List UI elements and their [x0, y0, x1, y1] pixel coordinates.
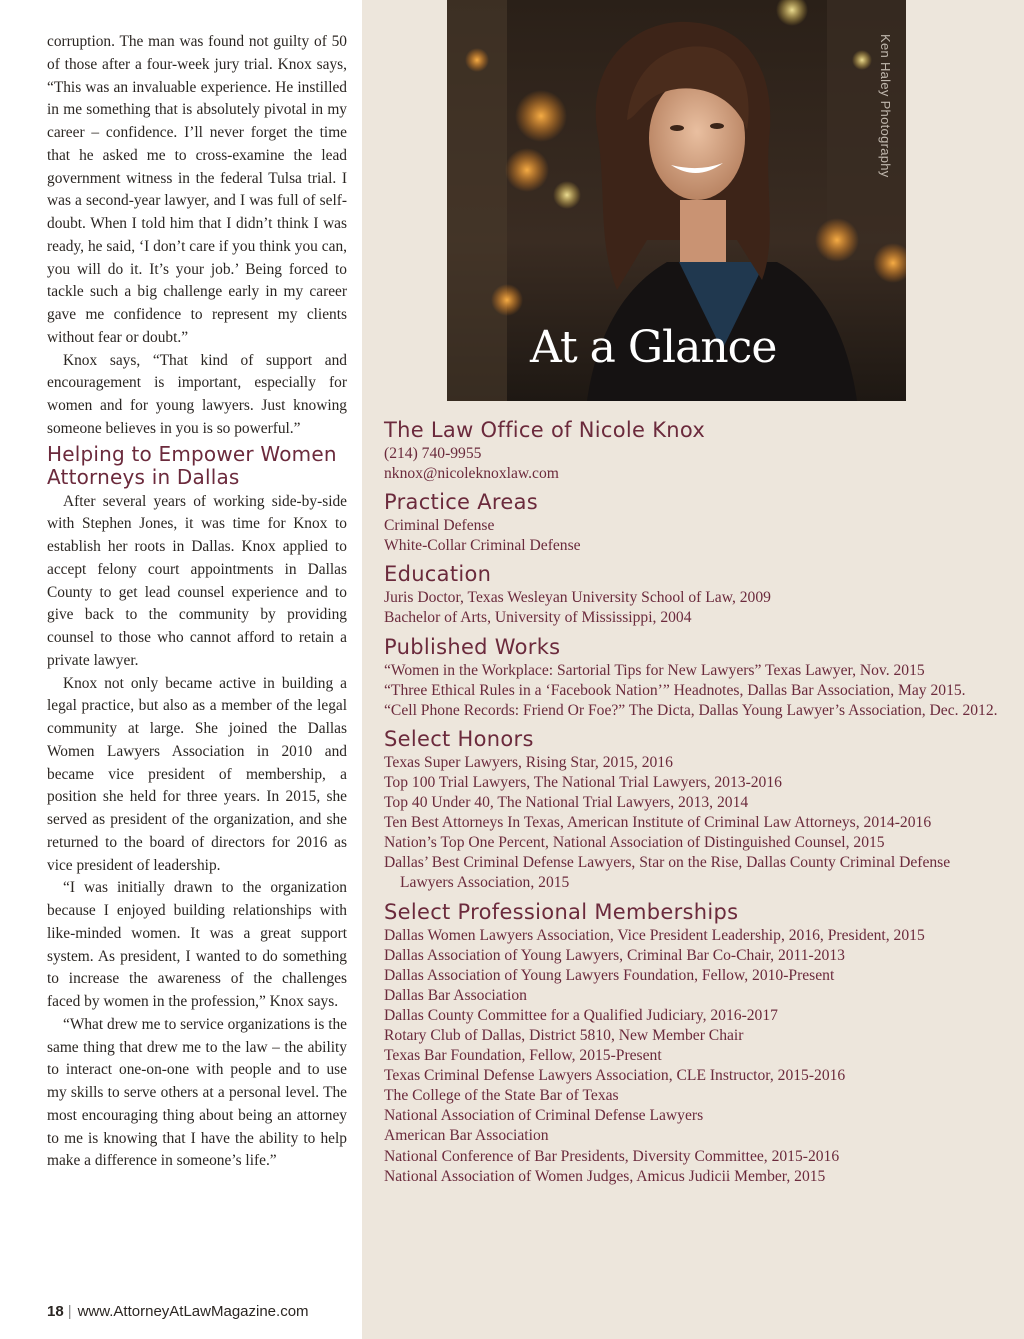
select-honors-section	[384, 725, 1004, 894]
footer-separator: |	[67, 1303, 72, 1320]
list-item: White-Collar Criminal Defense	[384, 537, 581, 555]
portrait-photo	[447, 0, 906, 401]
section-heading: Practice Areas	[384, 490, 539, 515]
article-body	[47, 31, 347, 1173]
list-item: National Conference of Bar Presidents, Diversity Committee, 2015-2016	[384, 1147, 840, 1165]
practice-areas-section	[384, 488, 1004, 556]
attorney-profile	[384, 416, 1004, 1191]
list-item: Dallas County Committee for a Qualified Judiciary, 2016-2017	[384, 1006, 778, 1024]
section-heading: Select Professional Memberships	[384, 899, 739, 924]
list-item: Dallas’ Best Criminal Defense Lawyers, Star on the Rise, Dallas County Criminal Defense Lawyers Association, 2015	[384, 854, 951, 892]
section-heading: Education	[384, 562, 492, 587]
list-item: Nation’s Top One Percent, National Association of Distinguished Counsel, 2015	[384, 834, 885, 852]
page-footer	[47, 1303, 309, 1320]
article-subheading: Helping to Empower Women Attorneys in Dallas	[47, 441, 337, 489]
list-item: “Women in the Workplace: Sartorial Tips for New Lawyers” Texas Lawyer, Nov. 2015	[384, 661, 925, 679]
firm-phone: (214) 740-9955	[384, 445, 482, 462]
firm-contact	[384, 416, 1004, 484]
article-paragraph: “What drew me to service organizations is the same thing that drew me to the law – the ability to interact one-on-one with people and to use my skills to serve others at a personal level. The most encouraging thing about being an attorney to me is knowing that I have the ability to help make a difference in someone’s life.”	[47, 1015, 347, 1170]
list-item: Texas Criminal Defense Lawyers Association, CLE Instructor, 2015-2016	[384, 1067, 846, 1085]
article-paragraph: Knox not only became active in building a legal practice, but also as a member of the legal community at large. She joined the Dallas Women Lawyers Association in 2010 and became vice president of membership, a position she held for three years. In 2015, she served as president of the organization, and she returned to the board of directors for 2016 as vice president of leadership.	[47, 674, 347, 874]
list-item: Criminal Defense	[384, 517, 495, 535]
list-item: “Three Ethical Rules in a ‘Facebook Nation’” Headnotes, Dallas Bar Association, May 2015.	[384, 681, 966, 699]
section-heading: Published Works	[384, 634, 561, 659]
list-item: Top 100 Trial Lawyers, The National Trial Lawyers, 2013-2016	[384, 773, 782, 791]
list-item: Dallas Association of Young Lawyers Foundation, Fellow, 2010-Present	[384, 966, 835, 984]
list-item: American Bar Association	[384, 1127, 549, 1145]
list-item: Dallas Women Lawyers Association, Vice President Leadership, 2016, President, 2015	[384, 926, 925, 944]
photo-credit: Ken Haley Photography	[878, 34, 893, 178]
list-item: Rotary Club of Dallas, District 5810, New Member Chair	[384, 1026, 744, 1044]
list-item: Texas Super Lawyers, Rising Star, 2015, 2016	[384, 753, 673, 771]
section-heading: Select Honors	[384, 726, 534, 751]
list-item: The College of the State Bar of Texas	[384, 1087, 619, 1105]
article-paragraph: “I was initially drawn to the organization because I enjoyed building relationships with like-minded women. It was a great support system. As president, I wanted to do something to increase the awareness of the challenges faced by women in the profession,” Knox says.	[47, 879, 347, 1010]
list-item: Texas Bar Foundation, Fellow, 2015-Present	[384, 1047, 662, 1065]
published-works-section	[384, 633, 1004, 721]
magazine-url: www.AttorneyAtLawMagazine.com	[77, 1303, 309, 1320]
list-item: “Cell Phone Records: Friend Or Foe?” The Dicta, Dallas Young Lawyer’s Association, Dec. 2012.	[384, 701, 998, 719]
page-number: 18	[47, 1303, 64, 1320]
firm-email: nknox@nicoleknoxlaw.com	[384, 465, 559, 483]
list-item: National Association of Women Judges, Amicus Judicii Member, 2015	[384, 1167, 826, 1185]
list-item: Top 40 Under 40, The National Trial Lawyers, 2013, 2014	[384, 794, 749, 812]
at-a-glance-title: At a Glance	[530, 322, 777, 373]
article-paragraph: After several years of working side-by-side with Stephen Jones, it was time for Knox to establish her roots in Dallas. Knox applied to accept felony court appointments in Dallas County to get lead counsel experience and to give back to the community by providing counsel to those who cannot afford to retain a private lawyer.	[47, 492, 347, 669]
article-column	[0, 0, 362, 1339]
list-item: National Association of Criminal Defense Lawyers	[384, 1107, 704, 1125]
article-paragraph: corruption. The man was found not guilty of 50 of those after a four-week jury trial. Knox says, “This was an invaluable experience. He instilled in me something that is absolutely pivotal in my career – confidence. I’ll never forget the time that he asked me to cross-examine the lead government witness in the federal Tulsa trial. I was a second-year lawyer, and I was full of self-doubt. When I told him that I didn’t think I was ready, he said, ‘I don’t care if you think you can, you will do it. It’s your job.’ Being forced to tackle such a big challenge early in my career gave me confidence to represent my clients without fear or doubt.”	[47, 33, 347, 346]
list-item: Ten Best Attorneys In Texas, American Institute of Criminal Law Attorneys, 2014-2016	[384, 814, 932, 832]
list-item: Juris Doctor, Texas Wesleyan University School of Law, 2009	[384, 589, 771, 607]
list-item: Dallas Association of Young Lawyers, Criminal Bar Co-Chair, 2011-2013	[384, 946, 845, 964]
memberships-section	[384, 898, 1004, 1187]
education-section	[384, 560, 1004, 628]
list-item: Dallas Bar Association	[384, 986, 527, 1004]
article-paragraph: Knox says, “That kind of support and encouragement is important, especially for women and for young lawyers. Just knowing someone believes in you is so powerful.”	[47, 351, 347, 437]
firm-name: The Law Office of Nicole Knox	[384, 418, 706, 442]
list-item: Bachelor of Arts, University of Mississippi, 2004	[384, 609, 692, 627]
